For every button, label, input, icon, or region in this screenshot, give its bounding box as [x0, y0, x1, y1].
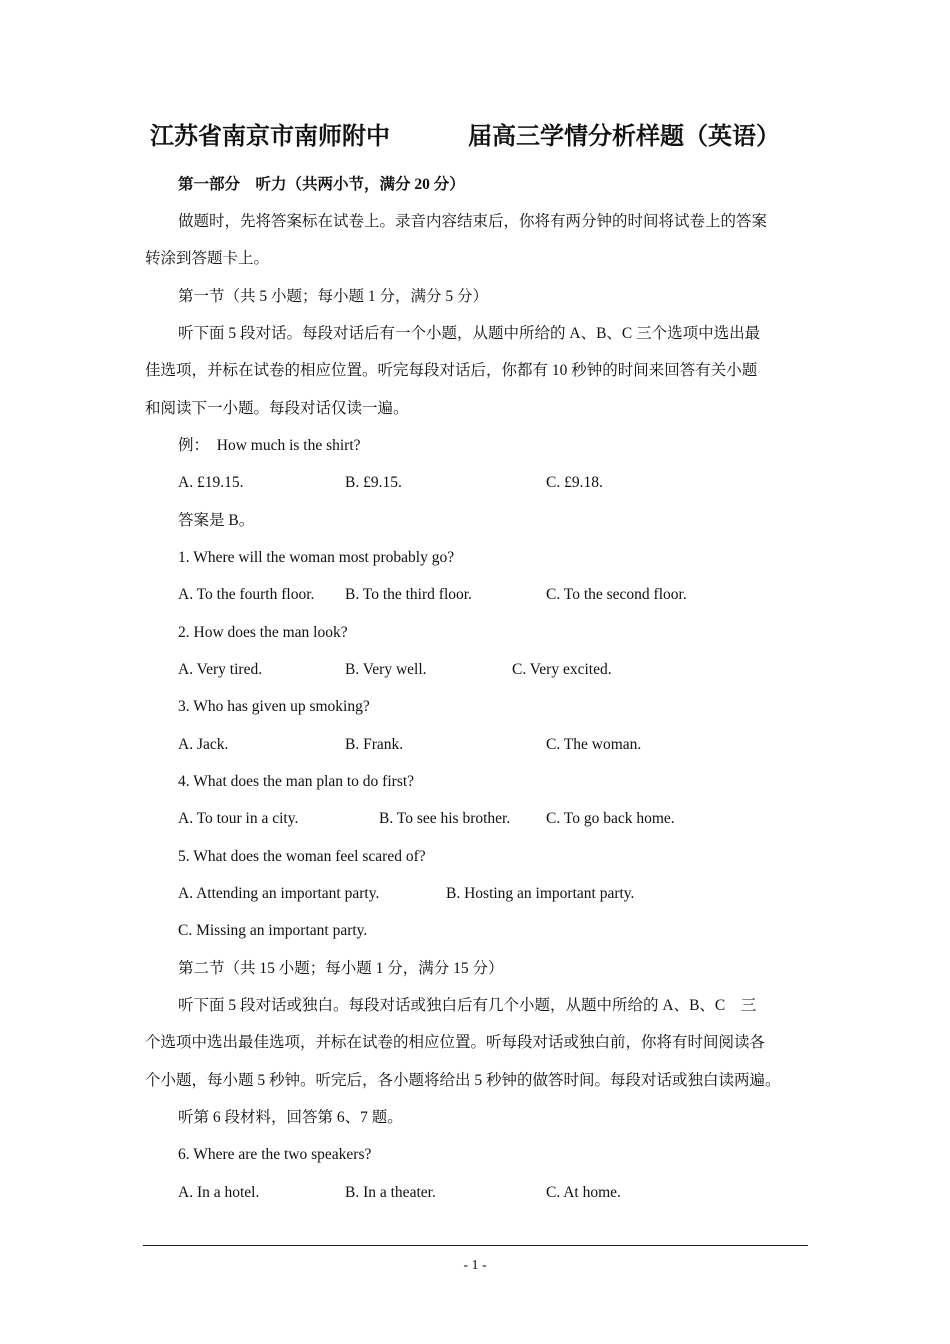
option-a: A. Attending an important party.	[178, 885, 380, 902]
option-b: B. To see his brother.	[379, 810, 511, 827]
option-c: C. Very excited.	[512, 661, 612, 678]
question-6-options	[0, 1183, 950, 1203]
question-2-options	[0, 660, 950, 680]
question-5-options	[0, 884, 950, 904]
option-a: A. £19.15.	[178, 474, 244, 491]
option-b: B. £9.15.	[345, 474, 402, 491]
footer-divider	[143, 1245, 808, 1246]
option-c: C. To go back home.	[546, 810, 675, 827]
document-title	[0, 116, 950, 150]
section1-instruction-2: 佳选项，并标在试卷的相应位置。听完每段对话后，你都有 10 秒钟的时间来回答有关小题	[145, 362, 758, 379]
option-b: B. Hosting an important party.	[446, 885, 635, 902]
question-3-options	[0, 735, 950, 755]
example-answer: 答案是 B。	[178, 512, 255, 529]
intro-line-1: 做题时，先将答案标在试卷上。录音内容结束后，你将有两分钟的时间将试卷上的答案	[178, 213, 768, 230]
title-school: 江苏省南京市南师附中	[150, 122, 390, 150]
intro-line-2: 转涂到答题卡上。	[145, 250, 270, 267]
option-a: A. To the fourth floor.	[178, 586, 315, 603]
question-4-options	[0, 809, 950, 829]
title-exam: 届高三学情分析样题（英语）	[468, 122, 780, 150]
section-heading: 第一部分 听力（共两小节，满分 20 分）	[178, 176, 465, 193]
section2-instruction-2: 个选项中选出最佳选项，并标在试卷的相应位置。听每段对话或独白前，你将有时间阅读各	[145, 1034, 766, 1051]
option-b: B. Frank.	[345, 736, 404, 753]
option-a: A. Jack.	[178, 736, 229, 753]
option-b: B. Very well.	[345, 661, 427, 678]
option-b: B. To the third floor.	[345, 586, 472, 603]
section2-instruction-3: 个小题，每小题 5 秒钟。听完后，各小题将给出 5 秒钟的做答时间。每段对话或独白读两遍。	[145, 1072, 781, 1089]
question-1: 1. Where will the woman most probably go?	[178, 549, 455, 566]
question-5-option-c: C. Missing an important party.	[178, 922, 368, 939]
section2-heading: 第二节（共 15 小题；每小题 1 分，满分 15 分）	[178, 960, 504, 977]
option-c: C. £9.18.	[546, 474, 603, 491]
question-6: 6. Where are the two speakers?	[178, 1146, 372, 1163]
option-c: C. The woman.	[546, 736, 642, 753]
option-a: A. In a hotel.	[178, 1184, 260, 1201]
section1-instruction-1: 听下面 5 段对话。每段对话后有一个小题，从题中所给的 A、B、C 三个选项中选出最	[178, 325, 761, 342]
option-c: C. At home.	[546, 1184, 621, 1201]
option-a: A. Very tired.	[178, 661, 263, 678]
section1-instruction-3: 和阅读下一小题。每段对话仅读一遍。	[145, 400, 409, 417]
option-b: B. In a theater.	[345, 1184, 436, 1201]
option-a: A. To tour in a city.	[178, 810, 299, 827]
example-options	[0, 473, 950, 493]
example-question: 例： How much is the shirt?	[178, 437, 361, 454]
option-c: C. To the second floor.	[546, 586, 687, 603]
question-5: 5. What does the woman feel scared of?	[178, 848, 426, 865]
section1-heading: 第一节（共 5 小题；每小题 1 分，满分 5 分）	[178, 288, 489, 305]
question-1-options	[0, 585, 950, 605]
section2-instruction-1: 听下面 5 段对话或独白。每段对话或独白后有几个小题，从题中所给的 A、B、C 三	[178, 997, 757, 1014]
question-4: 4. What does the man plan to do first?	[178, 773, 415, 790]
question-2: 2. How does the man look?	[178, 624, 348, 641]
question-3: 3. Who has given up smoking?	[178, 698, 370, 715]
section2-material: 听第 6 段材料，回答第 6、7 题。	[178, 1109, 403, 1126]
page-number: - 1 -	[463, 1258, 487, 1273]
